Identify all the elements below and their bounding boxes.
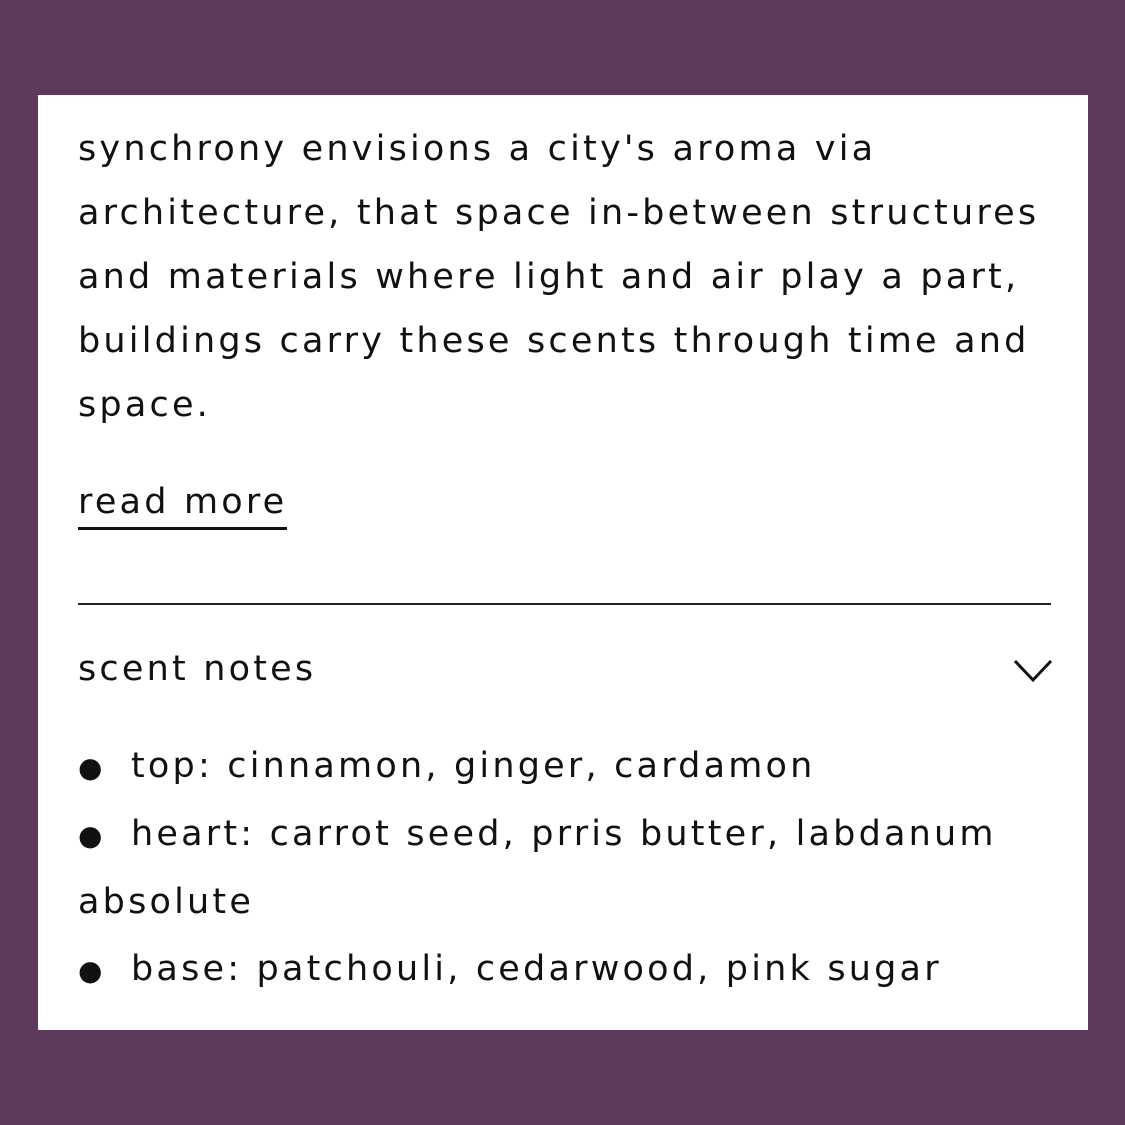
scent-notes-title: scent notes <box>78 649 317 689</box>
list-item <box>78 801 1063 936</box>
read-more-link[interactable]: read more <box>78 477 287 530</box>
scent-note-top: top: cinnamon, ginger, cardamon <box>131 746 816 786</box>
scent-note-heart: heart: carrot seed, prris butter, labdanum absolute <box>78 814 997 922</box>
scent-note-base: base: patchouli, cedarwood, pink sugar <box>131 949 942 989</box>
product-details-card <box>38 95 1088 1030</box>
list-item <box>78 733 1063 801</box>
bullet-icon: ● <box>78 819 103 852</box>
bullet-icon: ● <box>78 954 103 987</box>
chevron-down-icon[interactable] <box>1013 658 1053 684</box>
list-item <box>78 936 1063 1004</box>
product-description: synchrony envisions a city's aroma via architecture, that space in-between structures and materials where light and air play a part, buildings carry these scents through time and space. <box>78 129 1040 425</box>
scent-notes-list <box>78 733 1063 1004</box>
section-divider <box>78 603 1051 605</box>
bullet-icon: ● <box>78 751 103 784</box>
scent-notes-accordion-header[interactable] <box>78 640 1053 710</box>
